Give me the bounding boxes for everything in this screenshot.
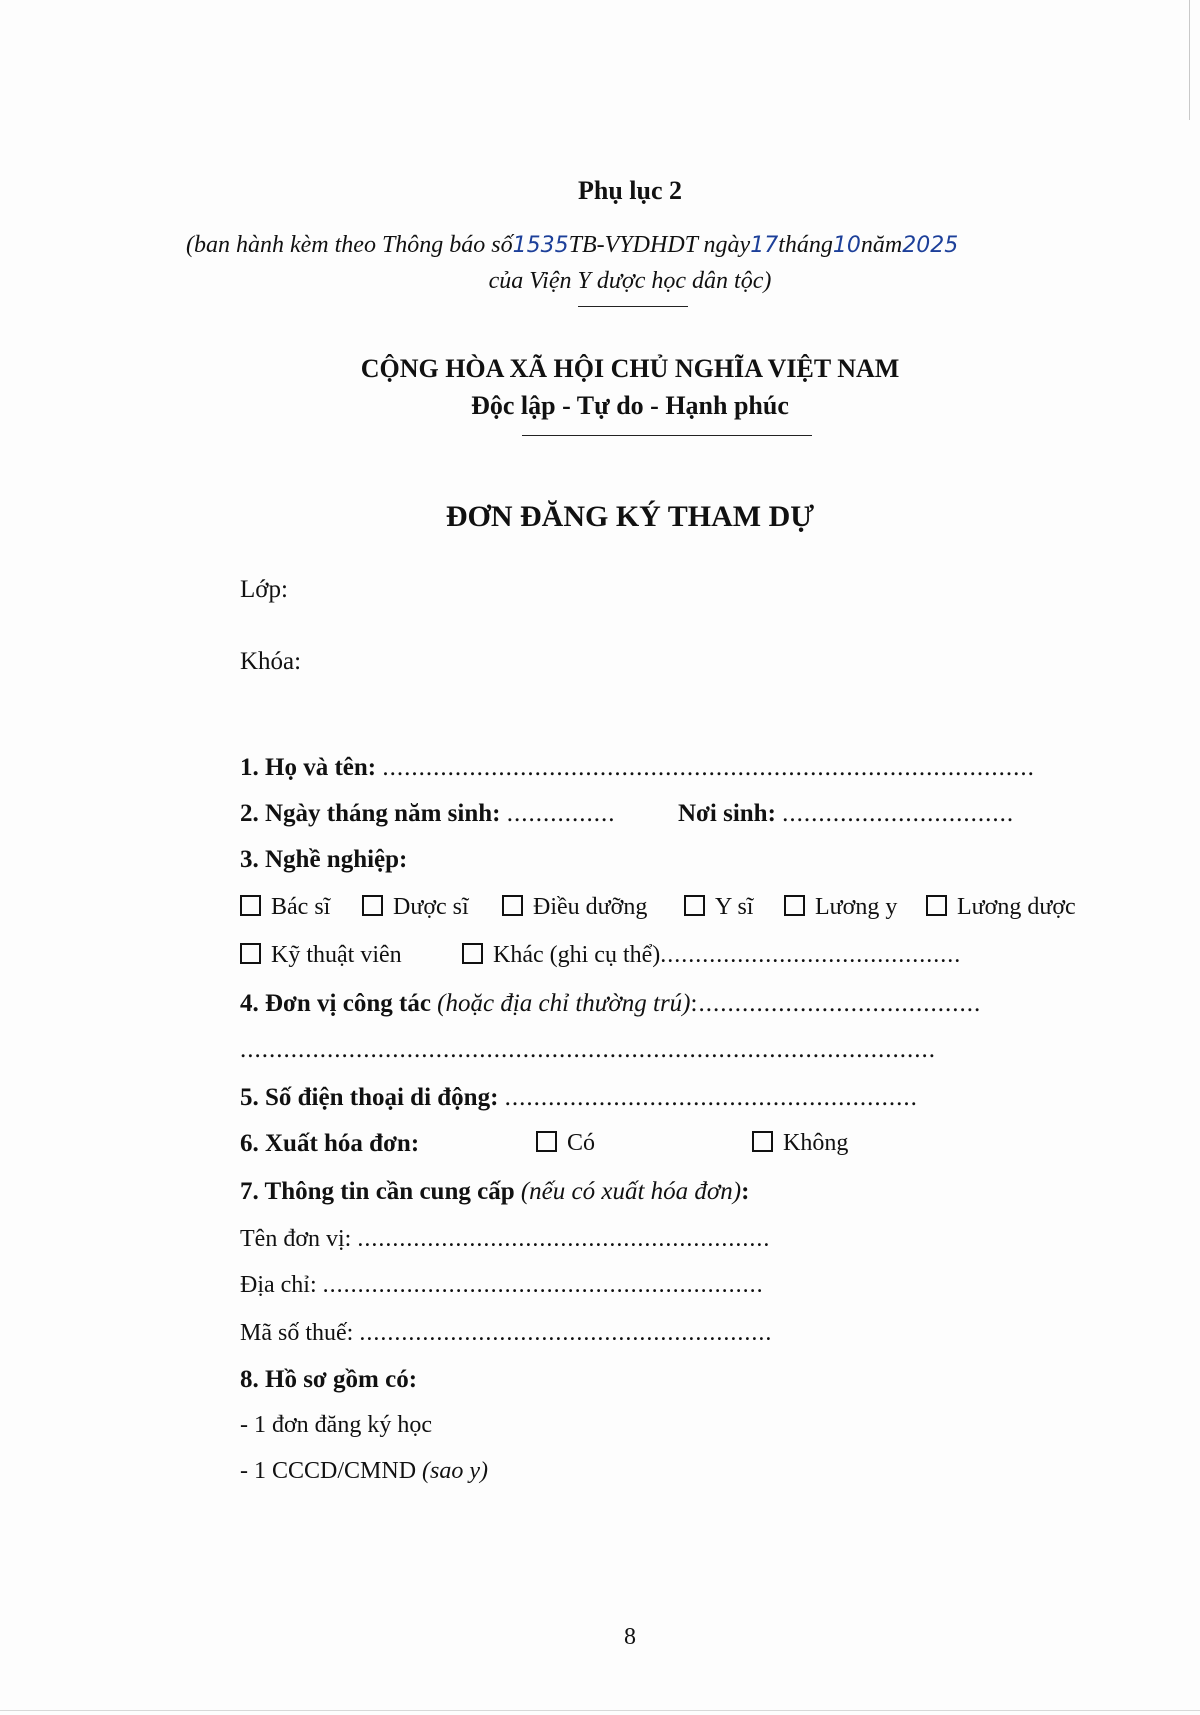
checkbox-icon[interactable] [684,895,705,916]
course-label: Khóa: [240,648,302,675]
occupation-technician-label: Kỹ thuật viên [271,942,402,968]
note-text-1: (ban hành kèm theo Thông báo số [186,232,513,258]
appendix-title: Phụ lục 2 [577,176,683,205]
docs-label: 8. Hồ sơ gồm có: [240,1366,418,1393]
work-label: 4. Đơn vị công tác [240,990,431,1017]
class-label: Lớp: [240,576,288,603]
invoice-no-label: Không [783,1130,849,1156]
handwritten-month: 10 [832,233,861,258]
national-motto: Độc lập - Tự do - Hạnh phúc [471,391,789,420]
occupation-doctor[interactable] [240,894,330,921]
invoice-yes-label: Có [567,1130,596,1156]
invoice-label: 6. Xuất hóa đơn: [240,1130,420,1157]
occupation-nurse[interactable] [502,894,647,921]
occupation-assistant-doctor[interactable] [684,894,753,921]
checkbox-icon[interactable] [752,1131,773,1152]
phone-row [240,1084,918,1112]
name-field[interactable]: .......................................................................................... [382,754,1035,781]
occupation-technician[interactable] [240,942,402,969]
doc-item-2-text: - 1 CCCD/CMND [240,1458,417,1484]
address-label: Địa chỉ: [240,1272,317,1298]
work-hint: (hoặc địa chỉ thường trú) [437,990,691,1017]
work-row [240,990,981,1018]
appendix-divider [578,306,688,307]
scan-bottom-edge [0,1710,1200,1711]
name-label: 1. Họ và tên: [240,754,377,781]
info-row [240,1178,749,1206]
note-text-4: năm [860,232,903,258]
handwritten-day: 17 [750,233,779,258]
doc-item-1: - 1 đơn đăng ký học [240,1412,432,1438]
occupation-pharmacist[interactable] [362,894,469,921]
tax-field[interactable]: ........................................................... [359,1320,773,1346]
pob-field[interactable]: ................................ [782,800,1015,827]
handwritten-number: 1535 [512,233,569,258]
occupation-other-label: Khác (ghi cụ thể) [493,942,661,968]
unit-field[interactable]: ........................................................... [357,1226,771,1252]
unit-row [240,1226,770,1253]
note-text-2: TB-VYDHDT ngày [568,232,751,258]
dob-label: 2. Ngày tháng năm sinh: [240,800,501,827]
pob-label: Nơi sinh: [678,800,776,827]
checkbox-icon[interactable] [240,895,261,916]
work-field[interactable]: :....................................... [690,990,982,1017]
dob-row [240,800,615,828]
job-label: 3. Nghề nghiệp: [240,846,408,873]
appendix-note-line2: của Viện Y dược học dân tộc) [488,268,772,294]
checkbox-icon[interactable] [462,943,483,964]
occupation-nurse-label: Điều dưỡng [533,894,648,920]
occupation-herbal-doctor[interactable] [784,894,897,921]
checkbox-icon[interactable] [926,895,947,916]
work-field-line2[interactable]: ................................................................................................ [240,1036,936,1063]
checkbox-icon[interactable] [362,895,383,916]
checkbox-icon[interactable] [240,943,261,964]
checkbox-icon[interactable] [502,895,523,916]
motto-underline [522,435,812,436]
info-hint: (nếu có xuất hóa đơn) [520,1178,742,1205]
checkbox-icon[interactable] [784,895,805,916]
invoice-no[interactable] [752,1130,848,1157]
occupation-herbal-doctor-label: Lương y [815,894,898,920]
name-row [240,754,1035,782]
info-colon: : [741,1178,750,1205]
phone-field[interactable]: ......................................................... [504,1084,918,1111]
handwritten-year: 2025 [902,233,959,258]
pob-row [678,800,1014,828]
occupation-other[interactable] [462,942,961,969]
tax-label: Mã số thuế: [240,1320,354,1346]
country-name: CỘNG HÒA XÃ HỘI CHỦ NGHĨA VIỆT NAM [360,354,900,383]
appendix-note-line1 [186,232,958,259]
unit-label: Tên đơn vị: [240,1226,352,1252]
doc-item-2-note: (sao y) [422,1458,489,1484]
info-label: 7. Thông tin cần cung cấp [240,1178,515,1205]
occupation-other-field[interactable]: ........................................... [660,942,962,968]
occupation-herbal-pharmacist[interactable] [926,894,1076,921]
form-title: ĐƠN ĐĂNG KÝ THAM DỰ [445,500,815,533]
doc-item-2 [240,1458,488,1485]
address-row [240,1272,764,1299]
page-number: 8 [624,1624,636,1650]
tax-row [240,1320,772,1347]
occupation-pharmacist-label: Dược sĩ [393,894,469,920]
note-text-3: tháng [778,232,833,258]
checkbox-icon[interactable] [536,1131,557,1152]
occupation-herbal-pharmacist-label: Lương dược [957,894,1076,920]
occupation-doctor-label: Bác sĩ [271,894,331,920]
phone-label: 5. Số điện thoại di động: [240,1084,499,1111]
address-field[interactable]: ............................................................... [322,1272,764,1298]
scan-edge-line [1189,0,1190,120]
occupation-assistant-doctor-label: Y sĩ [715,894,754,920]
invoice-yes[interactable] [536,1130,595,1157]
dob-field[interactable]: ............... [506,800,616,827]
